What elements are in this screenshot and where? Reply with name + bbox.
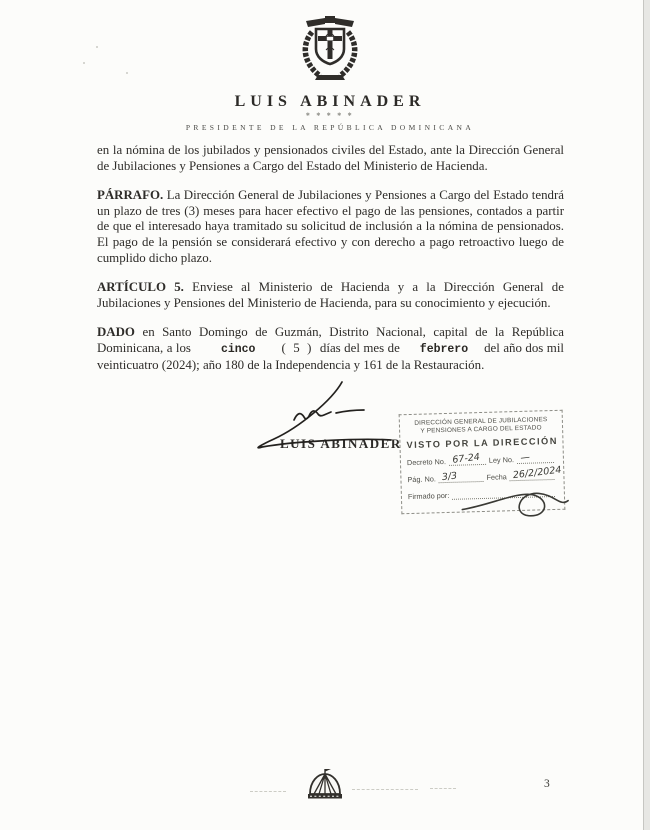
decreto-field — [449, 451, 486, 466]
stamp-row-decreto — [406, 451, 557, 467]
ornament-rule: ✱ ✱ ✱ ✱ ✱ — [305, 113, 355, 118]
stamp-title: VISTO POR LA DIRECCIÓN — [406, 435, 559, 450]
intro-text: en la nómina de los jubilados y pensionados civiles del Estado, ante la Dirección General de Jubilaciones y Pensiones a Cargo del Estado del Ministerio de Hacienda. — [97, 143, 564, 173]
parrafo-label: PÁRRAFO. — [97, 188, 164, 203]
stamp-signature-icon — [460, 481, 573, 528]
scan-artifact-dash — [250, 791, 286, 792]
signatory-name: LUIS ABINADER — [280, 436, 402, 451]
president-name: LUIS ABINADER — [234, 93, 426, 110]
dado-label: DADO — [97, 325, 135, 340]
visto-stamp — [399, 410, 566, 515]
firmado-label: Firmado por: — [407, 490, 450, 501]
fecha-label: Fecha — [486, 471, 507, 482]
president-title: PRESIDENTE DE LA REPÚBLICA DOMINICANA — [185, 123, 475, 132]
coat-of-arms-icon — [298, 14, 362, 84]
dado-day-numeral: ( 5 ) — [281, 340, 314, 355]
dado-month-typed: febrero — [419, 342, 469, 356]
fecha-handwritten-value: 26/2/2024 — [512, 464, 563, 481]
ley-handwritten-value: — — [519, 451, 531, 464]
letterhead — [0, 14, 650, 132]
paragraph-articulo-5 — [97, 280, 564, 311]
decreto-handwritten-value: 67-24 — [451, 451, 481, 466]
scan-artifact-dash — [430, 788, 456, 789]
paragraph-dado — [97, 325, 564, 373]
paragraph-parrafo — [97, 188, 564, 266]
pagina-label: Pág. No. — [407, 473, 436, 484]
articulo-label: ARTÍCULO 5. — [97, 280, 184, 295]
articulo-text: Enviese al Ministerio de Hacienda y a la Dirección General de Jubilaciones y Pensiones del Ministerio de Hacienda, para su conocimiento y ejecución. — [97, 280, 564, 310]
decree-body — [97, 143, 564, 373]
dado-text-2: días del mes de — [319, 340, 400, 355]
dado-day-word-typed: cinco — [220, 342, 256, 356]
dado-text-1: en Santo Domingo de Guzmán, Distrito Nacional, capital de la República Dominicana, a los — [97, 325, 564, 355]
decreto-label: Decreto No. — [406, 456, 447, 467]
pagina-field — [439, 470, 484, 483]
parrafo-text: La Dirección General de Jubilaciones y Pensiones a Cargo del Estado tendrá un plazo de tres (3) meses para hacer efectivo el pago de las pensiones, contados a partir de que el interesado haya tramitado su solicitud de inclusión a la nómina de pensionados. El pago de la pensión se considerará efectivo y con derecho a pago retroactivo luego de cumplido dicho plazo. — [97, 188, 564, 265]
stamp-org-line1: DIRECCIÓN GENERAL DE JUBILACIONES — [414, 416, 548, 427]
dado-text-3: del año dos mil veinticuatro (2024); año 180 de la Independencia y 161 de la Restauración. — [97, 340, 564, 372]
scan-artifact-dash — [352, 789, 418, 790]
ley-label: Ley No. — [488, 454, 515, 465]
paragraph-intro — [97, 143, 564, 174]
stamp-org-line2: Y PENSIONES A CARGO DEL ESTADO — [420, 424, 542, 435]
ley-field — [517, 451, 554, 464]
palace-dome-icon — [306, 768, 344, 801]
page-number: 3 — [544, 778, 550, 790]
fecha-field — [510, 464, 563, 481]
pagina-handwritten-value: 3/3 — [441, 470, 459, 483]
